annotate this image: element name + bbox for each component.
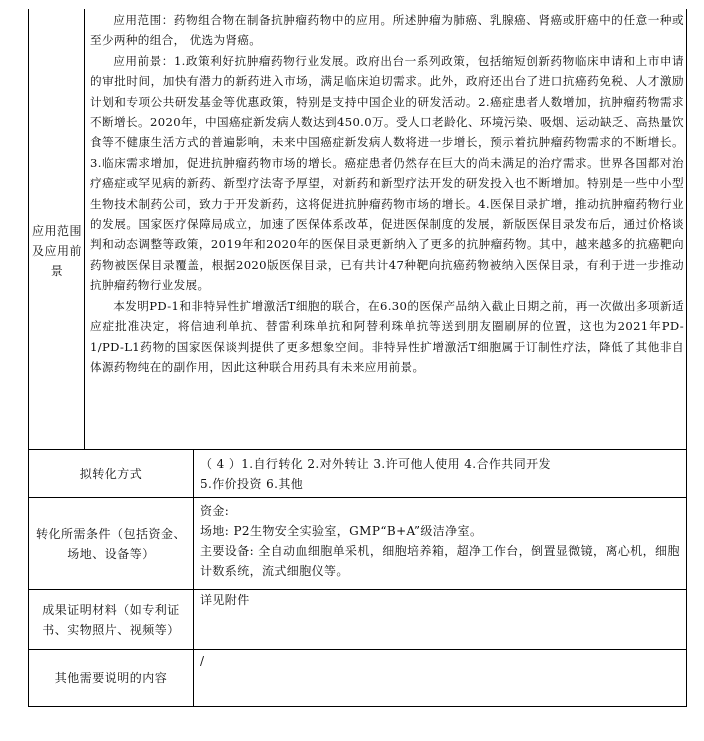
table-border-bottom [28, 706, 687, 707]
application-invention-paragraph: 本发明PD-1和非特异性扩增激活T细胞的联合，在6.30的医保产品纳入截止日期之前，再一次做出多项新适应症批准决定，将信迪利单抗、替雷利珠单抗和阿替利珠单抗等送到朋友圈刷屏的位置，这也为2021年PD-1/PD-L1药物的国家医保谈判提供了更多想象空间。非特异性扩增激活T细胞属于订制性疗法，降低了其他非自体源药物纯在的副作用，因此这种联合用药具有未来应用前景。 [90, 298, 684, 374]
table-border-right [686, 449, 687, 707]
transfer-options-line2: 5.作价投资 6.其他 [200, 477, 304, 491]
application-label-text: 应用范围及应用前景 [31, 224, 82, 278]
other-label [29, 650, 193, 706]
column-divider [193, 449, 194, 707]
proof-label [32, 592, 190, 648]
conditions-equipment: 主要设备: 全自动血细胞单采机，细胞培养箱，超净工作台，倒置显微镜，离心机，细胞计数系统，流式细胞仪等。 [200, 544, 680, 578]
table-border-top [84, 9, 85, 450]
application-scope-paragraph: 应用范围：药物组合物在制备抗肿瘤药物中的应用。所述肿瘤为肺癌、乳腺癌、肾癌或肝癌中的任意一种或至少两种的组合， 优选为肾癌。 [90, 13, 684, 48]
other-label-text: 其他需要说明的内容 [54, 671, 168, 685]
other-value [200, 651, 684, 705]
other-value-text: / [200, 654, 205, 668]
conditions-label-text: 转化所需条件（包括资金、场地、设备等） [35, 527, 186, 561]
proof-value-text: 详见附件 [200, 593, 250, 607]
table-border-left-upper [28, 9, 29, 450]
conditions-funds: 资金: [200, 504, 230, 518]
conditions-label [32, 500, 190, 588]
conditions-site: 场地: P2生物安全实验室，GMP“B+A”级洁净室。 [200, 524, 483, 538]
application-label [31, 220, 83, 282]
transfer-value [200, 454, 684, 496]
transfer-label-text: 拟转化方式 [79, 466, 143, 481]
transfer-options-line1: （ 4 ）1.自行转化 2.对外转让 3.许可他人使用 4.合作共同开发 [200, 457, 551, 471]
proof-value [200, 590, 684, 648]
application-content [90, 10, 684, 448]
table-border-right-upper [686, 9, 687, 450]
conditions-value [200, 501, 684, 588]
transfer-label [29, 450, 193, 497]
proof-label-text: 成果证明材料（如专利证书、实物照片、视频等） [42, 603, 180, 637]
application-prospect-paragraph: 应用前景：1.政策利好抗肿瘤药物行业发展。政府出台一系列政策，包括缩短创新药物临床申请和上市申请的审批时间，加快有潜力的新药进入市场，满足临床迫切需求。此外，政府还出台了进口抗癌药免税、人才激励计划和专项公共研发基金等优惠政策，特别是支持中国企业的研发活动。2.癌症患者人数增加，抗肿瘤药物需求不断增长。2020年，中国癌症新发病人数达到450.0万。受人口老龄化、环境污染、吸烟、运动缺乏、高热量饮食等不健康生活方式的普遍影响，未来中国癌症新发病人数将进一步增长，预示着抗肿瘤药物需求的不断增长。3.临床需求增加，促进抗肿瘤药物市场的增长。癌症患者仍然存在巨大的尚未满足的治疗需求。世界各国都对治疗癌症或罕见病的新药、新型疗法寄予厚望，对新药和新型疗法开发的研发投入也不断增加。特别是一些中小型生物技术制药公司，致力于开发新药，这将促进抗肿瘤药物市场的增长。4.医保目录扩增，推动抗肿瘤药物行业的发展。国家医疗保障局成立，加速了医保体系改革，促进医保制度的发展，新版医保目录发布后，通过价格谈判和动态调整等政策，2019年和2020年的医保目录更新纳入了更多的抗肿瘤药物。其中，越来越多的抗癌靶向药物被医保目录覆盖，根据2020版医保目录，已有共计47种靶向抗癌药物被纳入医保目录，有利于进一步推动抗肿瘤药物行业发展。 [90, 53, 684, 293]
row-divider [28, 497, 687, 498]
